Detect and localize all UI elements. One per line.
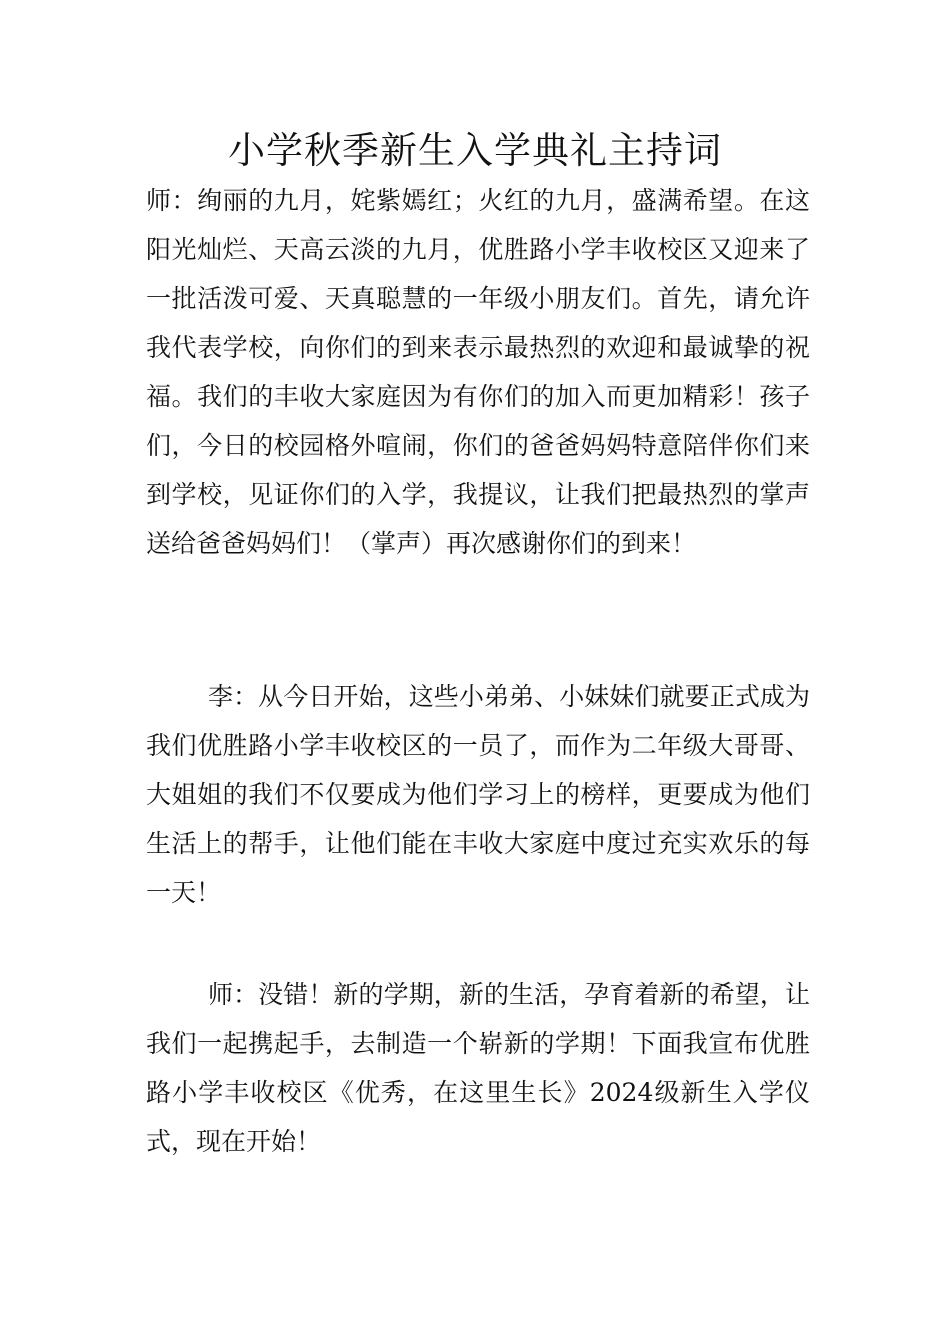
document-title: 小学秋季新生入学典礼主持词 xyxy=(228,129,722,172)
paragraph-teacher-closing: 师：没错！新的学期，新的生活，孕育着新的希望，让我们一起携起手，去制造一个崭新的学期！下面我宣布优胜路小学丰收校区《优秀，在这里生长》2024级新生入学仪式，现在开始！ xyxy=(146,980,810,1156)
paragraph-li: 李：从今日开始，这些小弟弟、小妹妹们就要正式成为我们优胜路小学丰收校区的一员了，而作为二年级大哥哥、大姐姐的我们不仅要成为他们学习上的榜样，更要成为他们生活上的帮手，让他们能在丰收大家庭中度过充实欢乐的每一天！ xyxy=(146,682,810,907)
paragraph-teacher-opening: 师：绚丽的九月，姹紫嫣红；火红的九月，盛满希望。在这阳光灿烂、天高云淡的九月，优胜路小学丰收校区又迎来了一批活泼可爱、天真聪慧的一年级小朋友们。首先，请允许我代表学校，向你们的到来表示最热烈的欢迎和最诚挚的祝福。我们的丰收大家庭因为有你们的加入而更加精彩！孩子们，今日的校园格外喧闹，你们的爸爸妈妈特意陪伴你们来到学校，见证你们的入学，我提议，让我们把最热烈的掌声送给爸爸妈妈们！（掌声）再次感谢你们的到来！ xyxy=(146,186,810,558)
